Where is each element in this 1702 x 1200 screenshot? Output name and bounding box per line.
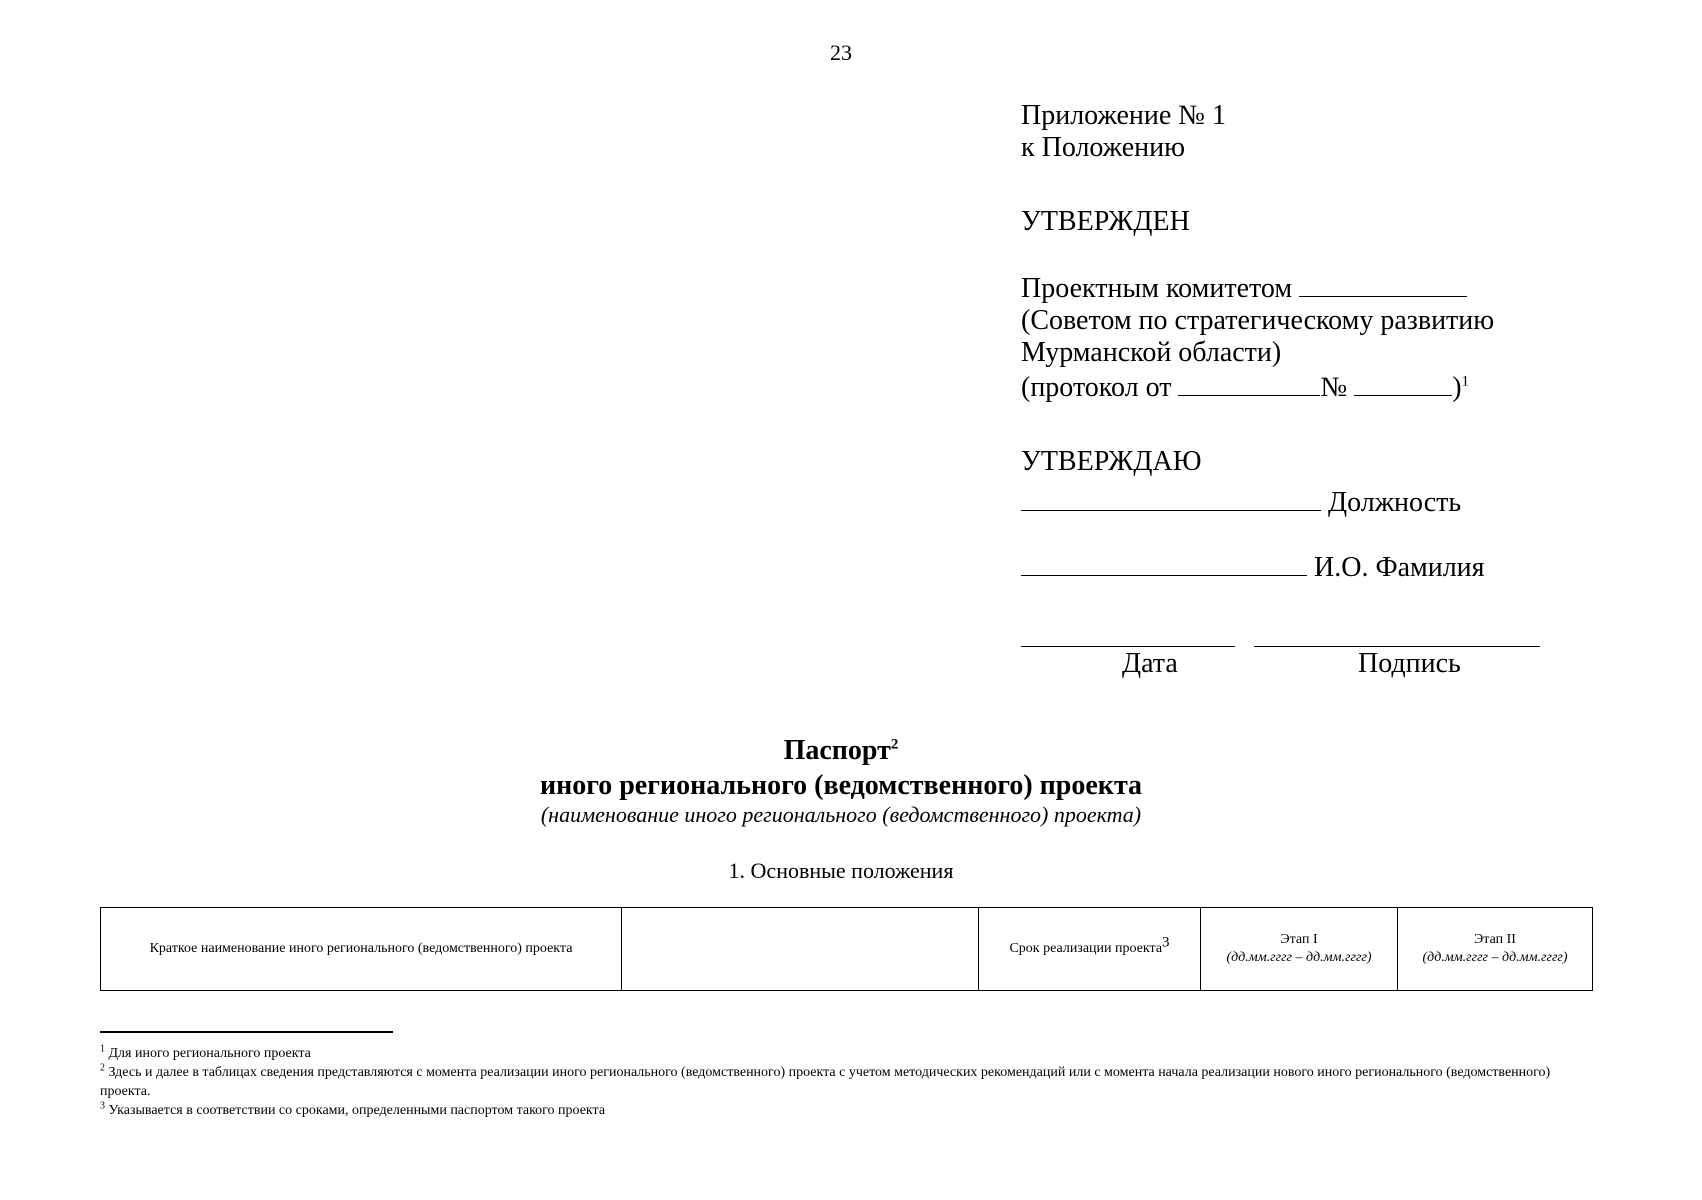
short-name-label-cell: Краткое наименование иного регионального (ведомственного) проекта [101,908,622,991]
protocol-number-blank-line [1354,369,1452,396]
footnote-1-ref: 1 [100,1043,105,1055]
basic-provisions-table [100,907,1593,991]
period-label-cell [979,908,1201,991]
committee-line [1021,270,1661,305]
footnote-ref-3: 3 [1162,934,1170,951]
position-blank-line [1021,484,1321,511]
footnote-2-ref: 2 [100,1062,105,1074]
stage-1-cell [1201,908,1398,991]
footnote-ref-1: 1 [1461,373,1470,390]
appendix-line-1: Приложение № 1 [1021,100,1226,131]
appendix-line-2: к Положению [1021,132,1186,163]
protocol-prefix: (протокол от [1021,372,1172,403]
document-title [0,735,1682,767]
stage-2-period: (дд.мм.гггг – дд.мм.гггг) [1422,950,1568,965]
section-heading: 1. Основные положения [728,858,954,883]
council-line-1: (Советом по стратегическому развитию [1021,305,1495,336]
stage-1-label: Этап I [1280,932,1318,947]
position-label: Должность [1328,487,1462,518]
approval-block [1021,100,1661,680]
page-number: 23 [830,40,852,65]
committee-label: Проектным комитетом [1021,273,1293,304]
name-blank-line [1021,549,1307,576]
protocol-close: ) [1452,372,1462,403]
approved-heading: УТВЕРЖДЕН [1021,206,1190,237]
footnotes [100,1044,1592,1120]
document-subtitle: иного регионального (ведомственного) проекта [539,770,1143,801]
short-name-value-cell [622,908,979,991]
title-text: Паспорт [783,735,891,766]
footnote-item [100,1044,1592,1063]
footnote-item [100,1063,1592,1101]
footnote-2-text: Здесь и далее в таблицах сведения представляются с момента реализации иного регионального (ведомственного) проекта с учетом методических рекомендаций или с момента начала реализации нового иного регионального (ведомственного) проекта. [100,1065,1551,1099]
name-label: И.О. Фамилия [1314,552,1485,583]
table-row [101,908,1593,991]
protocol-number-sign: № [1320,372,1348,403]
stage-2-cell [1398,908,1593,991]
footnote-3-text: Указывается в соответствии со сроками, определенными паспортом такого проекта [108,1103,606,1118]
footnote-item [100,1101,1592,1120]
date-label: Дата [1122,648,1178,679]
date-signature-lines [1021,620,1661,646]
position-line [1021,484,1661,519]
footnote-3-ref: 3 [100,1100,105,1112]
signature-label: Подпись [1358,648,1461,679]
stage-2-label: Этап II [1474,932,1516,947]
protocol-line [1021,369,1661,404]
council-line-2: Мурманской области) [1021,337,1282,368]
signature-blank-line [1254,620,1540,647]
name-line [1021,549,1661,584]
stage-1-period: (дд.мм.гггг – дд.мм.гггг) [1226,950,1372,965]
date-signature-labels [1021,646,1661,680]
date-blank-line [1021,620,1235,647]
footnote-1-text: Для иного регионального проекта [108,1046,311,1061]
footnote-ref-2: 2 [890,736,899,753]
period-label: Срок реализации проекта [1009,941,1163,956]
footnote-divider [100,1031,393,1033]
project-name-hint: (наименование иного регионального (ведомственного) проекта) [540,802,1142,827]
committee-blank-line [1299,270,1467,297]
approve-heading: УТВЕРЖДАЮ [1021,446,1202,477]
protocol-date-blank-line [1178,369,1320,396]
